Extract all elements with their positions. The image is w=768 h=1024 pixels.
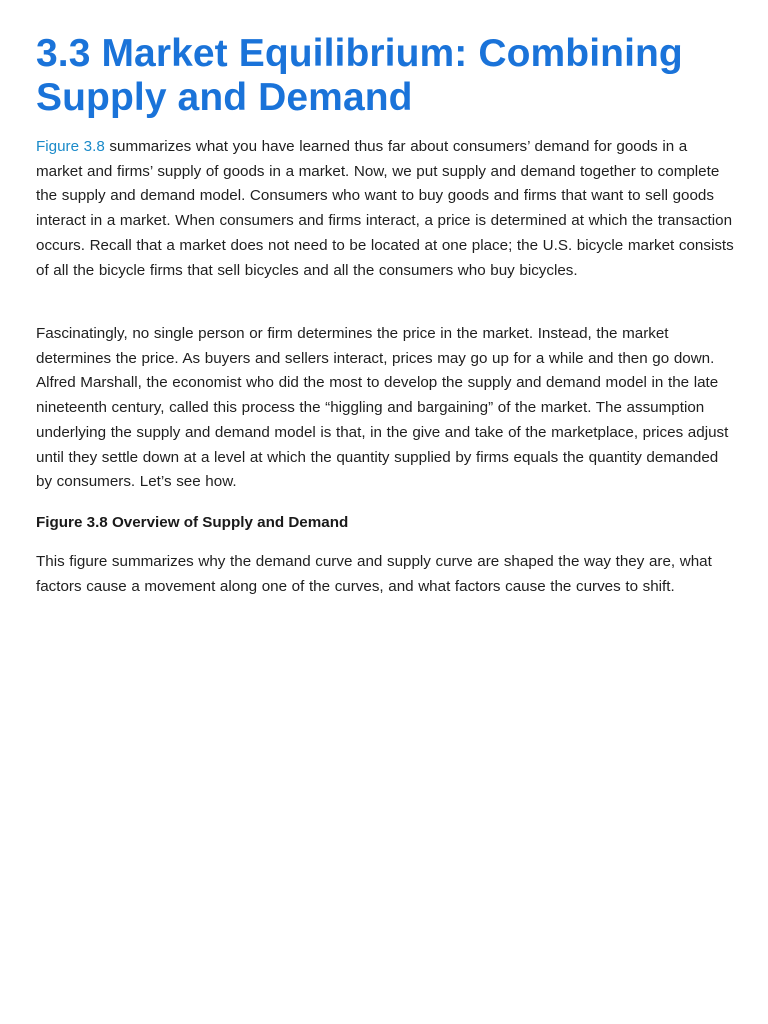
intro-paragraph-text: summarizes what you have learned thus far about consumers’ demand for goods in a market and firms’ supply of goods in a market. Now, we put supply and demand together to complete the supply and demand model. Consumers who want to buy goods and firms that want to sell goods interact in a market. When consumers and firms interact, a price is determined at which the transaction occurs. Recall that a market does not need to be located at one place; the U.S. bicycle market consists of all the bicycle firms that sell bicycles and all the consumers who buy bicycles. [36, 138, 734, 279]
figure-3-8-link[interactable]: Figure 3.8 [36, 138, 105, 155]
section-title: 3.3 Market Equilibrium: Combining Supply and Demand [36, 32, 683, 119]
figure-caption: Figure 3.8 Overview of Supply and Demand [36, 514, 349, 531]
market-price-paragraph: Fascinatingly, no single person or firm determines the price in the market. Instead, the market determines the price. As buyers and sellers interact, prices may go up for a while and then go down. Alfred Marshall, the economist who did the most to develop the supply and demand model in the late nineteenth century, called this process the “higgling and bargaining” of the market. The assumption underlying the supply and demand model is that, in the give and take of the marketplace, prices adjust until they settle down at a level at which the quantity supplied by firms equals the quantity demanded by consumers. Let’s see how. [36, 325, 729, 491]
figure-description: This figure summarizes why the demand curve and supply curve are shaped the way they are, what factors cause a movement along one of the curves, and what factors cause the curves to shift. [36, 553, 712, 595]
intro-paragraph [36, 135, 736, 283]
